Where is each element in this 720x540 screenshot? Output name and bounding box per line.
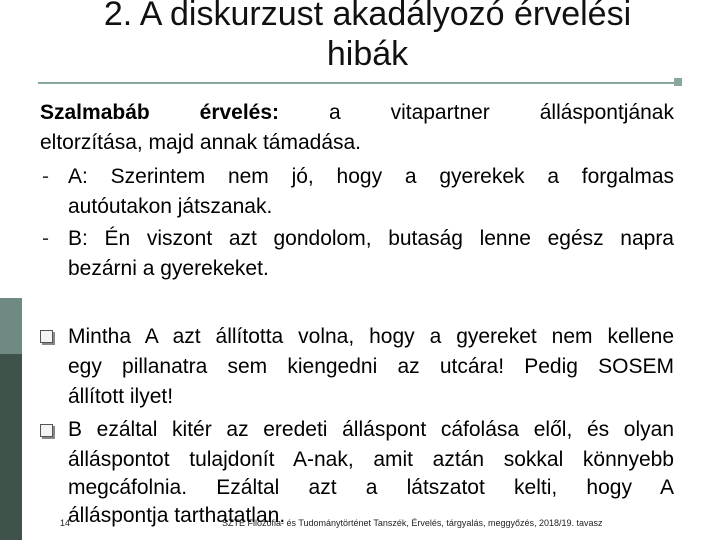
dialogue-b-line-2: bezárni a gyerekeket.: [68, 257, 269, 280]
bullet-2-line-2: álláspontot tulajdonít A-nak, amit aztán sokkal könnyebb: [68, 448, 674, 471]
definition-line-1: [40, 98, 674, 128]
bullet-1-line-2: egy pillanatra sem kiengedni az utcára! Pedig SOSEM: [68, 355, 674, 378]
sidebar-mid-decoration: [0, 298, 22, 354]
title-underline-end-square: [674, 78, 682, 86]
bullet-1-line-3: állított ilyet!: [68, 385, 174, 408]
slide-title: [40, 0, 695, 74]
page-number: 14: [60, 518, 71, 528]
dialogue-a-line-2: autóutakon játszanak.: [68, 195, 273, 218]
footer-source: SZTE Filozófia- és Tudománytörténet Tanszék, Érvelés, tárgyalás, meggyőzés, 2018/19. tavasz: [222, 518, 603, 528]
sidebar-bottom-decoration: [0, 354, 22, 540]
sidebar-top-decoration: [0, 0, 22, 330]
bullet-2-line-1: B ezáltal kitér az eredeti álláspont cáfolása elől, és olyan: [68, 418, 674, 441]
dialogue-dash-marker: -: [42, 165, 49, 188]
checkbox-bullet-icon: [40, 424, 53, 437]
bullet-1-line-1-text: Mintha A azt állította volna, hogy a gyereket nem kellene: [68, 325, 674, 348]
definition-line-2: eltorzítása, majd annak támadása.: [40, 131, 362, 154]
title-line-2: hibák: [326, 35, 409, 73]
definition-term: Szalmabáb érvelés:: [40, 101, 280, 124]
title-line-1: 2. A diskurzust akadályozó érvelési: [103, 0, 632, 33]
dialogue-a-line-1: A: Szerintem nem jó, hogy a gyerekek a forgalmas: [68, 165, 674, 188]
title-underline: [38, 82, 680, 84]
bullet-1-line-1: [68, 322, 674, 352]
bullet-2-line-3: megcáfolnia. Ezáltal azt a látszatot kelti, hogy A: [68, 476, 674, 499]
dialogue-dash-marker: -: [42, 227, 49, 250]
dialogue-b-line-1: B: Én viszont azt gondolom, butaság lenne egész napra: [68, 227, 674, 250]
checkbox-bullet-icon: [40, 330, 53, 343]
definition-line-1-rest: a vitapartner álláspontjának: [328, 101, 674, 124]
bullet-2-line-4: álláspontja tarthatatlan.: [68, 504, 286, 527]
